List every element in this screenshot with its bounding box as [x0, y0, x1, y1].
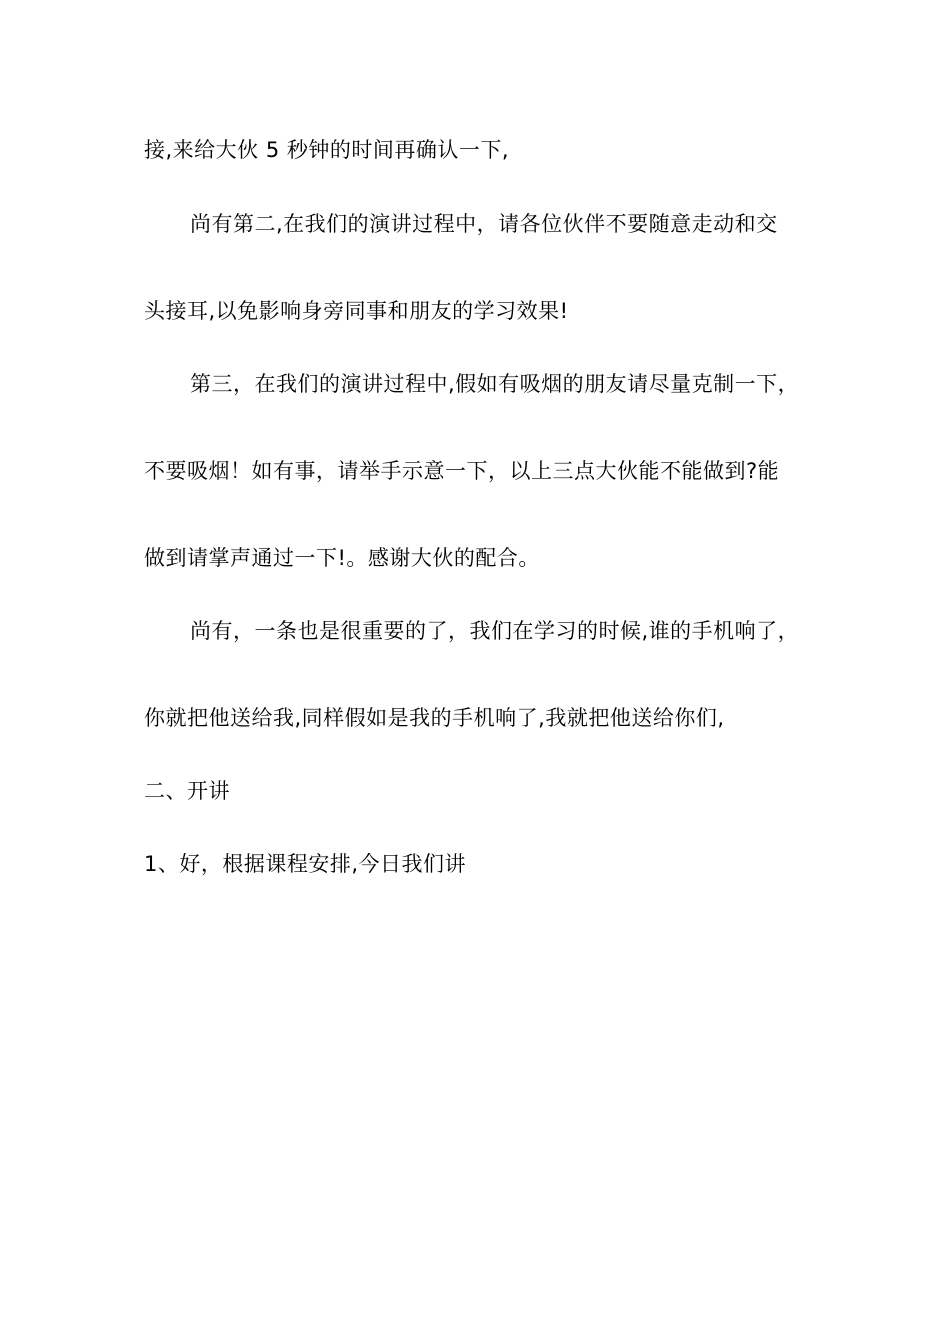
text-line: 接,来给大伙 5 秒钟的时间再确认一下,	[144, 138, 510, 162]
text-line: 不要吸烟！如有事，请举手示意一下，以上三点大伙能不能做到?能	[144, 459, 780, 483]
text-line: 你就把他送给我,同样假如是我的手机响了,我就把他送给你们,	[144, 706, 725, 730]
section-heading: 二、开讲	[144, 779, 230, 803]
paragraph-first-line: 尚有第二,在我们的演讲过程中，请各位伙伴不要随意走动和交	[190, 212, 778, 236]
text-line: 做到请掌声通过一下!。感谢大伙的配合。	[144, 546, 540, 570]
paragraph-first-line: 尚有，一条也是很重要的了，我们在学习的时候,谁的手机响了，	[190, 619, 800, 643]
paragraph-first-line: 第三，在我们的演讲过程中,假如有吸烟的朋友请尽量克制一下，	[190, 372, 800, 396]
text-line: 头接耳,以免影响身旁同事和朋友的学习效果!	[144, 299, 569, 323]
text-line: 1、好，根据课程安排,今日我们讲	[144, 852, 467, 876]
